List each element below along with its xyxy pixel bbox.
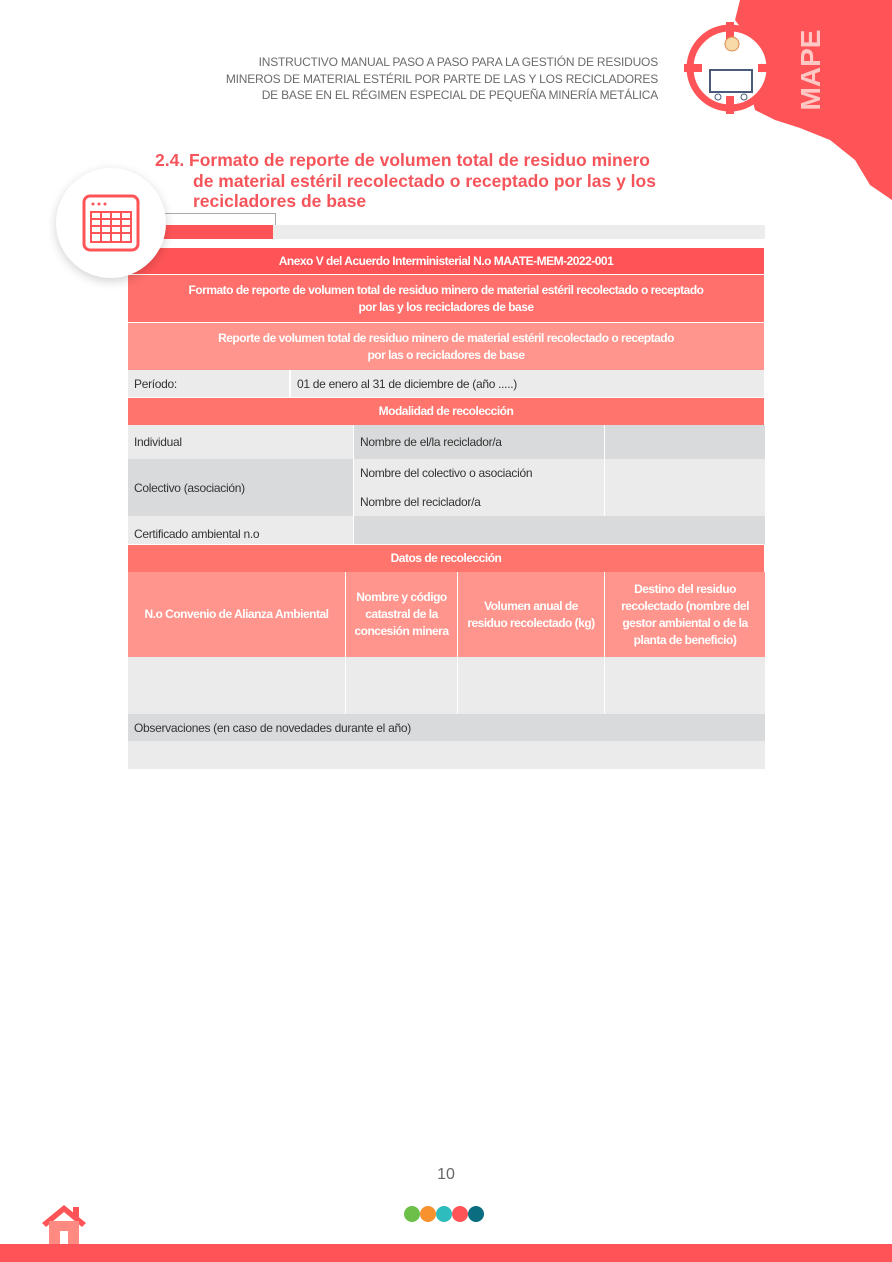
document-header [226, 54, 658, 104]
brand-label: MAPE [795, 29, 826, 111]
header-line: INSTRUCTIVO MANUAL PASO A PASO PARA LA GESTIÓN DE RESIDUOS [258, 55, 658, 69]
color-dots [404, 1206, 484, 1222]
column-header: Nombre y código catastral de la concesión minera [346, 572, 458, 657]
progress-fill [150, 225, 273, 239]
column-header: Volumen anual de residuo recolectado (kg) [458, 572, 605, 657]
progress-bar [150, 225, 765, 239]
certificate-field[interactable] [354, 516, 765, 544]
dot-icon [452, 1206, 468, 1222]
column-header: N.o Convenio de Alianza Ambiental [128, 572, 346, 657]
data-cell[interactable] [346, 657, 458, 714]
recycler-name-label: Nombre de el/la reciclador/a [354, 425, 605, 459]
data-cell[interactable] [128, 657, 346, 714]
dot-icon [404, 1206, 420, 1222]
individual-label: Individual [128, 425, 354, 459]
period-value[interactable]: 01 de enero al 31 de diciembre de (año .....) [290, 370, 765, 397]
home-icon[interactable] [40, 1205, 88, 1245]
table-grid-icon [81, 193, 141, 253]
data-cell[interactable] [458, 657, 605, 714]
collective-field[interactable] [605, 459, 765, 516]
header-line: DE BASE EN EL RÉGIMEN ESPECIAL DE PEQUEÑA MINERÍA METÁLICA [261, 88, 658, 102]
section-title: 2.4. Formato de reporte de volumen total de residuo minero de material estéril recolectado o receptado por las y los recicladores de base [155, 150, 656, 211]
dot-icon [420, 1206, 436, 1222]
report-format-table [128, 248, 765, 769]
dot-icon [436, 1206, 452, 1222]
collective-labels: Nombre del colectivo o asociación Nombre del reciclador/a [354, 459, 605, 516]
header-line: MINEROS DE MATERIAL ESTÉRIL POR PARTE DE LAS Y LOS RECICLADORES [225, 71, 658, 86]
table-icon-badge [56, 168, 166, 278]
report-title: Reporte de volumen total de residuo minero de material estéril recolectado o receptado por las o recicladores de base [128, 322, 765, 370]
dot-icon [468, 1206, 484, 1222]
certificate-label: Certificado ambiental n.o [128, 516, 354, 544]
modality-header: Modalidad de recolección [128, 398, 765, 425]
recycler-name-field[interactable] [605, 425, 765, 459]
page-number: 10 [437, 1166, 455, 1183]
data-header: Datos de recolección [128, 544, 765, 572]
column-header: Destino del residuo recolectado (nombre del gestor ambiental o de la planta de beneficio) [605, 572, 765, 657]
data-cell[interactable] [605, 657, 765, 714]
observations-label: Observaciones (en caso de novedades durante el año) [128, 714, 765, 741]
annex-header: Anexo V del Acuerdo Interministerial N.o MAATE-MEM-2022-001 [128, 248, 765, 274]
observations-field[interactable] [128, 741, 765, 769]
period-label: Período: [128, 370, 290, 397]
format-title: Formato de reporte de volumen total de residuo minero de material estéril recolectado o receptado por las y los recicladores de base [128, 274, 765, 322]
collective-label: Colectivo (asociación) [128, 459, 354, 516]
footer-bar [0, 1244, 892, 1262]
